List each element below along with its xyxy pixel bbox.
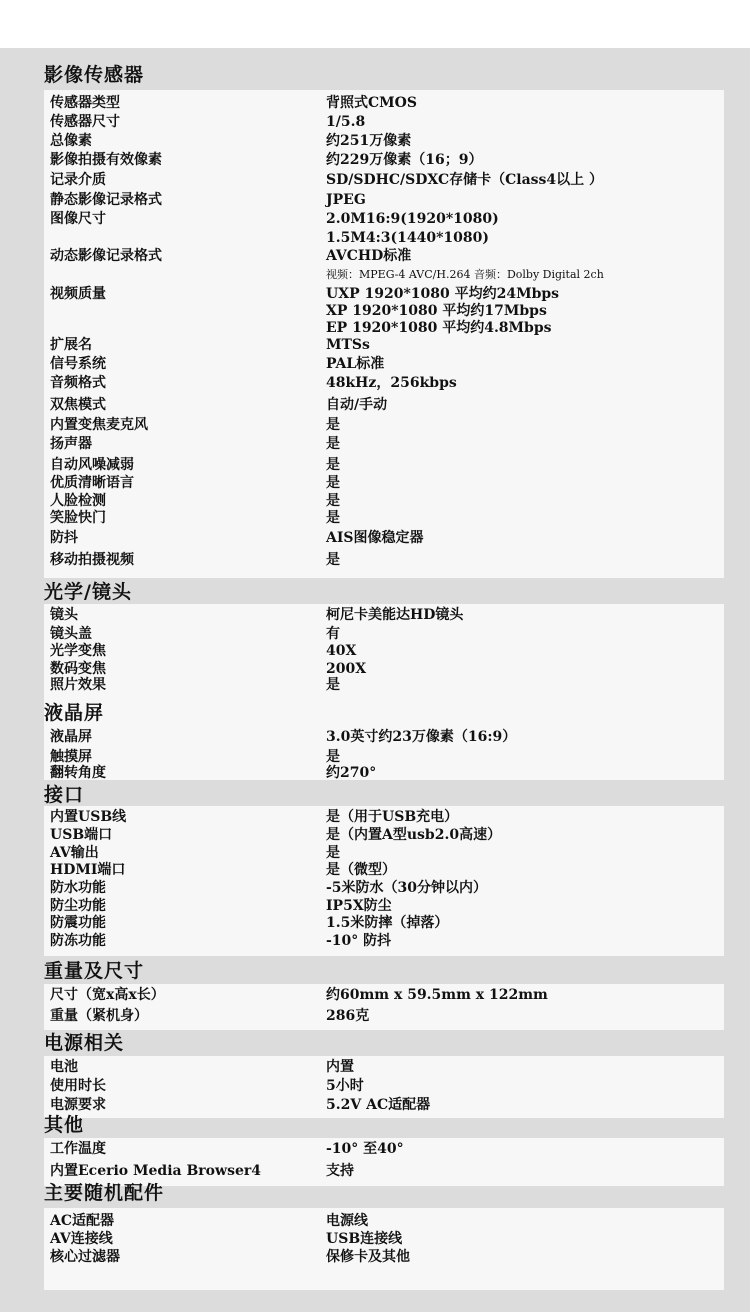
spec-label: 镜头盖 (50, 626, 92, 642)
spec-label: 笑脸快门 (50, 510, 106, 526)
section-title-optics: 光学/镜头 (44, 581, 132, 603)
spec-label: 防震功能 (50, 915, 106, 931)
spec-label: 防冻功能 (50, 933, 106, 949)
section-title-power: 电源相关 (44, 1032, 125, 1054)
spec-label: 内置USB线 (50, 809, 127, 825)
spec-label: 光学变焦 (50, 643, 106, 659)
spec-value: 5.2V AC适配器 (326, 1097, 431, 1113)
spec-value: 5小时 (326, 1078, 364, 1094)
spec-label: 防水功能 (50, 880, 106, 896)
spec-label: 照片效果 (50, 677, 106, 693)
spec-value: -10° 至40° (326, 1141, 404, 1157)
spec-value: 是 (326, 749, 340, 765)
spec-value: 1/5.8 (326, 114, 366, 130)
section-panel-weight-size (44, 984, 724, 1030)
spec-label: 传感器类型 (50, 95, 120, 111)
spec-label: 内置Ecerio Media Browser4 (50, 1163, 261, 1179)
section-panel-accessories (44, 1208, 724, 1290)
spec-label: 信号系统 (50, 356, 106, 372)
spec-label: 电源要求 (50, 1097, 106, 1113)
spec-value: 约251万像素 (326, 133, 412, 149)
section-panel-ports (44, 806, 724, 956)
spec-value: 1.5米防摔（掉落） (326, 915, 449, 931)
spec-label: 防尘功能 (50, 898, 106, 914)
section-title-other: 其他 (44, 1114, 85, 1136)
spec-value: JPEG (326, 192, 366, 208)
section-title-lcd: 液晶屏 (44, 702, 105, 724)
spec-label: 移动拍摄视频 (50, 552, 134, 568)
spec-value: AVCHD标准 (326, 248, 412, 264)
spec-value: MTSs (326, 337, 370, 353)
spec-value: 40X (326, 643, 357, 659)
spec-label: 动态影像记录格式 (50, 248, 162, 264)
section-panel-power (44, 1056, 724, 1118)
spec-value: 约270° (326, 765, 377, 781)
spec-value: 自动/手动 (326, 397, 388, 413)
section-title-accessories: 主要随机配件 (44, 1182, 165, 1204)
spec-label: 触摸屏 (50, 749, 92, 765)
spec-value: 是 (326, 510, 340, 526)
spec-value: AIS图像稳定器 (326, 530, 424, 546)
spec-value: 2.0M16:9(1920*1080) (326, 211, 499, 227)
spec-value: 是 (326, 436, 340, 452)
spec-label: 自动风噪减弱 (50, 457, 134, 473)
spec-value: PAL标准 (326, 356, 385, 372)
section-title-sensor: 影像传感器 (44, 64, 145, 86)
spec-label: AV输出 (50, 845, 99, 861)
spec-value: 是 (326, 552, 340, 568)
spec-label: 扩展名 (50, 337, 92, 353)
spec-sheet (0, 48, 750, 1312)
spec-value: 内置 (326, 1059, 354, 1075)
spec-value: 是 (326, 457, 340, 473)
spec-label: 内置变焦麦克风 (50, 417, 148, 433)
spec-label: 静态影像记录格式 (50, 192, 162, 208)
spec-label: AV连接线 (50, 1231, 113, 1247)
spec-label: 双焦模式 (50, 397, 106, 413)
spec-label: 镜头 (50, 607, 78, 623)
spec-value: 200X (326, 661, 367, 677)
spec-value: 是（微型） (326, 862, 396, 878)
top-strip (0, 0, 750, 48)
spec-label: 影像拍摄有效像素 (50, 152, 162, 168)
spec-label: 总像素 (50, 133, 92, 149)
spec-value: 背照式CMOS (326, 95, 417, 111)
section-panel-lcd (44, 724, 724, 780)
spec-value: EP 1920*1080 平均约4.8Mbps (326, 320, 552, 336)
spec-value: 是 (326, 417, 340, 433)
spec-label: 传感器尺寸 (50, 114, 120, 130)
spec-label: 尺寸（宽x高x长） (50, 987, 165, 1003)
spec-value: 286克 (326, 1008, 370, 1024)
spec-label: 音频格式 (50, 375, 106, 391)
spec-label: HDMI端口 (50, 862, 126, 878)
spec-label: 视频质量 (50, 286, 106, 302)
spec-value: -10° 防抖 (326, 933, 392, 949)
spec-label: 翻转角度 (50, 765, 106, 781)
spec-label: USB端口 (50, 827, 113, 843)
spec-label: AC适配器 (50, 1213, 115, 1229)
spec-label: 液晶屏 (50, 729, 92, 745)
spec-label: 工作温度 (50, 1141, 106, 1157)
spec-value: 保修卡及其他 (326, 1249, 410, 1265)
spec-value: 有 (326, 626, 340, 642)
spec-value: USB连接线 (326, 1231, 403, 1247)
spec-value: 约60mm x 59.5mm x 122mm (326, 987, 548, 1003)
spec-value: 支持 (326, 1163, 354, 1179)
spec-value: SD/SDHC/SDXC存储卡（Class4以上 ） (326, 172, 604, 188)
spec-value: 电源线 (326, 1213, 368, 1229)
spec-value: 是 (326, 475, 340, 491)
spec-label: 扬声器 (50, 436, 92, 452)
spec-label: 优质清晰语言 (50, 475, 134, 491)
section-panel-other (44, 1138, 724, 1186)
spec-label: 重量（紧机身） (50, 1008, 148, 1024)
spec-value: 是 (326, 845, 340, 861)
spec-value: 是（内置A型usb2.0高速） (326, 827, 502, 843)
section-title-weight-size: 重量及尺寸 (44, 960, 145, 982)
section-title-ports: 接口 (44, 784, 85, 806)
spec-value: 约229万像素（16；9） (326, 152, 483, 168)
section-panel-optics (44, 604, 724, 728)
spec-value: 是 (326, 677, 340, 693)
spec-label: 数码变焦 (50, 661, 106, 677)
spec-value: 是（用于USB充电） (326, 809, 459, 825)
spec-label: 图像尺寸 (50, 211, 106, 227)
spec-value: 3.0英寸约23万像素（16:9） (326, 729, 517, 745)
spec-value: UXP 1920*1080 平均约24Mbps (326, 286, 560, 302)
spec-value: 视频：MPEG-4 AVC/H.264 音频：Dolby Digital 2ch (326, 268, 604, 281)
section-panel-sensor (44, 90, 724, 578)
spec-value: IP5X防尘 (326, 898, 392, 914)
spec-value: -5米防水（30分钟以内） (326, 880, 488, 896)
spec-value: 1.5M4:3(1440*1080) (326, 230, 490, 246)
spec-value: 48kHz，256kbps (326, 375, 457, 391)
spec-label: 防抖 (50, 530, 78, 546)
spec-value: 柯尼卡美能达HD镜头 (326, 607, 464, 623)
spec-label: 记录介质 (50, 172, 106, 188)
spec-value: XP 1920*1080 平均约17Mbps (326, 303, 547, 319)
spec-value: 是 (326, 493, 340, 509)
spec-label: 电池 (50, 1059, 78, 1075)
spec-label: 使用时长 (50, 1078, 106, 1094)
spec-label: 核心过滤器 (50, 1249, 120, 1265)
spec-label: 人脸检测 (50, 493, 106, 509)
